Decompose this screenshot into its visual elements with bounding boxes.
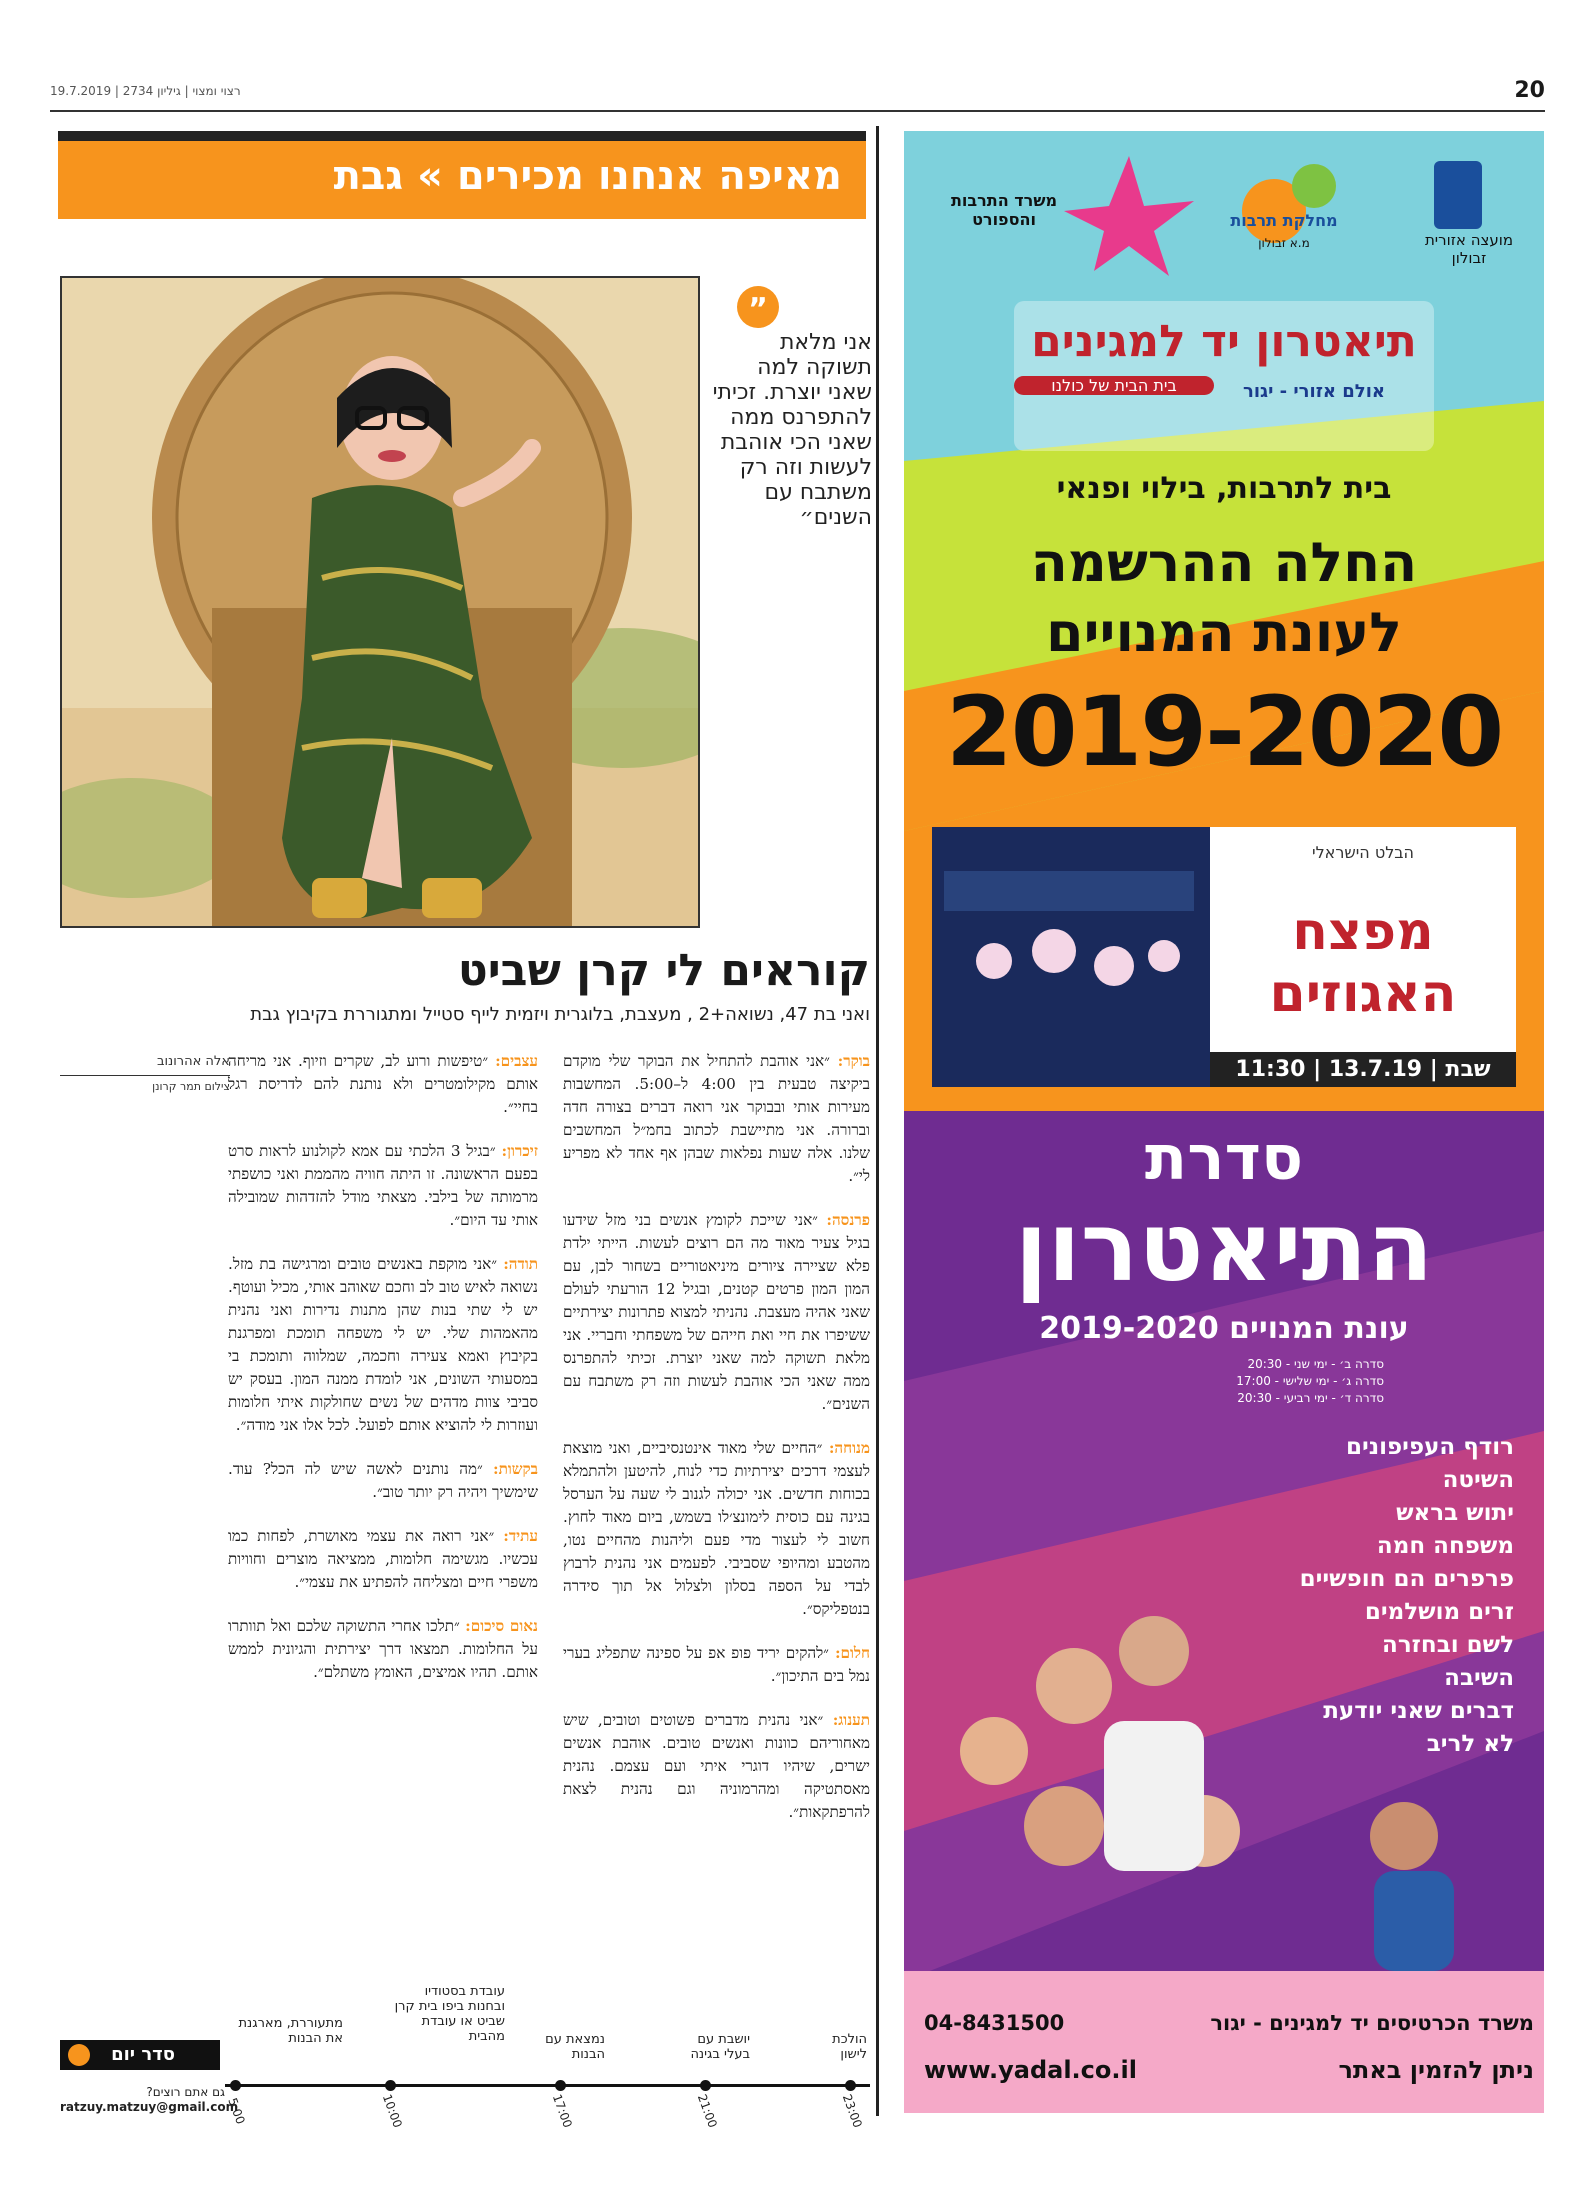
ballet-company: הבלט הישראלי <box>1311 843 1415 862</box>
timeline-tick <box>700 2080 711 2091</box>
quote-icon: ” <box>737 286 779 328</box>
season-years: 2019-2020 <box>945 676 1503 788</box>
article-paragraph: בקשות: ״מה נותנים לאשה שיש לה הכל? עוד. שימשיך ויהיה רק יותר טוב״. <box>228 1460 538 1501</box>
series-time: סדרה ד׳ - ימי רביעי - 20:30 <box>1237 1391 1384 1405</box>
paper-info: רצוי ומצוי | גיליון 2734 | 19.7.2019 <box>50 84 241 98</box>
section-banner <box>58 131 866 219</box>
paragraph-keyword: מנוחה: <box>828 1439 870 1457</box>
series-times <box>1134 1356 1384 1407</box>
show-item: לשם ובחזרה <box>1382 1632 1514 1658</box>
series-title-2: התיאטרון <box>1014 1191 1434 1303</box>
portrait-photo <box>60 276 700 928</box>
article-column-right <box>563 1050 870 1845</box>
schedule-title: סדר יום <box>111 2044 175 2065</box>
paragraph-keyword: בקשות: <box>493 1460 538 1478</box>
website-link[interactable]: www.yadal.co.il <box>924 2056 1137 2084</box>
ballet-show-title: מפצח האגוזים <box>1269 902 1457 1024</box>
registration-line-1: החלה ההרשמה <box>1030 531 1418 594</box>
schedule-item-time: 23:00 <box>839 2092 865 2130</box>
order-online: ניתן להזמין באתר <box>1338 2056 1534 2084</box>
page-header <box>50 70 1545 112</box>
section-title: מאיפה אנחנו מכירים » גבת <box>333 153 842 199</box>
schedule-item-time: 21:00 <box>694 2092 720 2130</box>
article-paragraph: תודה: ״אני מוקפת באנשים טובים ומרגישה בת מזל. נשואה לאיש טוב לב וחכם שאוהב אותי, מכיל ועוטף. יש לי שתי בנות שהן מתנות נדירות ואני נהנית מהאמהות שלי. יש לי משפחה תומכת ומפרגנת בקיבוץ ואמא צעירה וחכמה, שמלווה ותומכת בי במסעותי השונים, אני לומדת ממנה המון. בעסק יש סביבי צוות מדהים של נשים שחולקות איתי חלומות ועוזרות לי להוציא אותם לפועל. לכל אלו אני מודה״. <box>228 1255 538 1434</box>
theater-name: תיאטרון יד למגינים <box>1031 316 1417 367</box>
council-logo <box>1434 161 1482 229</box>
tagline: בית לתרבות, בילוי ופנאי <box>1056 471 1392 506</box>
photo-credit: צילום תמר קרונן <box>60 1075 230 1093</box>
paragraph-keyword: תענוג: <box>832 1711 870 1729</box>
paragraph-keyword: נאום סיכום: <box>465 1617 538 1635</box>
article-column-left <box>228 1050 538 1705</box>
culture-dept-sub: מ.א זבולון <box>1258 236 1310 250</box>
article-paragraph: חלום: ״להקים יריד פופ אפ על ספינה שתפליג בערי נמל בים התיכון״. <box>563 1644 870 1685</box>
series-title-1: סדרת <box>1144 1121 1304 1194</box>
article-paragraph: מנוחה: ״החיים שלי מאוד אינטנסיביים, ואני מוצאת לעצמי דרכים יצירתיות כדי לנוח, להיטען ולהתמלא בכוחות חדשים. אני יכולה לגנוב לי שעה על הערסל בגינה עם כוסית לימונצ׳לו בשמש, ביום מאוד לחוץ. חשוב לי לעצור מדי פעם וליהנות מהחיים נטו, מהטבע ומהיופי שסביבי. לפעמים אני נהנית לרבוץ לבדי על הספה בסלון ולצלול אל תוך סידרה בנטפליקס״. <box>563 1439 870 1618</box>
show-item: השיבה <box>1444 1665 1514 1691</box>
series-subtitle: עונת המנויים 2019-2020 <box>1039 1311 1409 1346</box>
schedule-item-label: הולכת לישון <box>832 2032 867 2062</box>
schedule-item-label: נמצאת עם הבנות <box>545 2032 605 2062</box>
council-name: מועצה אזורית זבולון <box>1424 231 1514 267</box>
article-paragraph: עצבים: ״טיפשות ורוע לב, שקרים וזיוף. אני מריחה אותם מקילומטרים ולא נותנת להם לדריסת רגל בחיי״. <box>228 1052 538 1116</box>
show-item: לא לריב <box>1426 1731 1514 1757</box>
article-subhead: ואני בת 47, נשואה+2 , מעצבת, בלוגרית ויזמית לייף סטייל ומתגוררת בקיבוץ גבת <box>250 1004 870 1025</box>
show-item: זרים מושלמים <box>1364 1599 1514 1625</box>
show-item: יתוש בראש <box>1396 1500 1514 1526</box>
schedule-item-time: 10:00 <box>379 2092 405 2130</box>
show-item: השיטה <box>1442 1467 1514 1493</box>
schedule-title-bar <box>60 2040 220 2070</box>
author-name: אלה אהרונוב <box>156 1054 230 1069</box>
box-office-phone[interactable]: 04-8431500 <box>924 2011 1065 2035</box>
show-item: משפחה חמה <box>1376 1533 1514 1559</box>
contact-question: גם אתם רוצים? <box>146 2085 225 2099</box>
show-item: דברים שאני יודעת <box>1323 1698 1514 1724</box>
schedule-item-time: 5:00 <box>225 2095 248 2127</box>
article-paragraph: עתיד: ״אני רואה את עצמי מאושרת, לפחות כמו עכשיו. מגשימה חלומות, ממציאה מוצרים וחוויות משפרי חיים ומצליחה להפתיע את עצמי״. <box>228 1527 538 1591</box>
paragraph-keyword: תודה: <box>503 1255 538 1273</box>
theater-tag: בית הבית של כולנו <box>1014 376 1214 395</box>
paragraph-keyword: בוקר: <box>837 1052 870 1070</box>
article-paragraph: תענוג: ״אני נהנית מדברים פשוטים וטובים, שיש מאחוריהם כוונות ואנשים טובים. אוהבת אנשים ישרים, שיהיו דוגרי איתי ועם עצמם. נהנית מאסתטיקה ומהרמוניה וגם נהנית לצאת להרפתקאות״. <box>563 1711 870 1821</box>
schedule-item-time: 17:00 <box>549 2092 575 2130</box>
box-office: משרד הכרטיסים יד למגינים - יגור <box>1210 2011 1534 2035</box>
pull-quote: אני מלאת תשוקה למה שאני יוצרת. זכיתי להתפרנס ממה שאני הכי אוהבת לעשות וזה רק משתבח עם השנים״ <box>712 330 872 530</box>
culture-dept: מחלקת תרבות <box>1230 211 1338 230</box>
credits <box>60 1054 230 1093</box>
portrait-illustration <box>62 278 700 928</box>
contact-email[interactable]: ratzuy.matzuy@gmail.com <box>60 2100 239 2114</box>
series-time: סדרה ב׳ - ימי שני - 20:30 <box>1247 1357 1384 1371</box>
ministry-name: משרד התרבות והספורט <box>950 191 1058 229</box>
paragraph-keyword: עצבים: <box>495 1052 538 1070</box>
timeline-tick <box>845 2080 856 2091</box>
series-time: סדרה ג׳ - ימי שלישי - 17:00 <box>1236 1374 1384 1388</box>
show-item: פרפרים הם חופשיים <box>1299 1566 1514 1592</box>
paragraph-keyword: זיכרון: <box>501 1142 538 1160</box>
schedule-item-label: עובדת בסטודיו ובחנות ביפו בית קרן שביט או עובדת מהבית <box>394 1984 505 2044</box>
article-paragraph: נאום סיכום: ״תלכו אחרי התשוקה שלכם ואל תוותרו על החלומות. תמצאו דרך יצירתית והגיונית לממש אותם. תהיו אמיצים, האומץ משתלם״. <box>228 1617 538 1681</box>
reader-contact <box>60 2085 239 2115</box>
show-list <box>1194 1431 1514 1761</box>
article-paragraph: זיכרון: ״בגיל 3 הלכתי עם אמא לקולנוע לראות סרט בפעם הראשונה. זו היתה חוויה מהממת ואני כושפתי מרמותה של בילבי. מצאתי מודל להזדהות שמובילה אותי עד היום״. <box>228 1142 538 1229</box>
timeline-tick <box>230 2080 241 2091</box>
article-paragraph: בוקר: ״אני אוהבת להתחיל את הבוקר שלי מוקדם ביקיצה טבעית בין 4:00 ל–5:00. המחשבות מעירות אותי ובבוקר אני רואה דברים בצורה חדה וברורה. אני מתיישבת לכתוב בחמ״ל המחשבים שלנו. אלה שעות נפלאות שבהן אף אחד לא מפריע לי״. <box>563 1052 871 1185</box>
column-divider <box>876 126 879 2116</box>
schedule-item-label: יושבת עם בעלי בגינה <box>690 2032 750 2062</box>
ballet-date: שבת | 13.7.19 | 11:30 <box>1235 1057 1491 1082</box>
theater-advertisement[interactable] <box>904 131 1544 2113</box>
timeline-tick <box>555 2080 566 2091</box>
paragraph-keyword: חלום: <box>834 1644 870 1662</box>
schedule-timeline <box>225 1984 870 2130</box>
show-item: רודף העפיפונים <box>1345 1434 1514 1460</box>
paragraph-keyword: פרנסה: <box>826 1211 870 1229</box>
schedule-item-label: מתעוררת, מארגנת את הבנות <box>238 2016 343 2046</box>
hall-name: אולם אזורי - יגור <box>1243 381 1385 402</box>
article-headline: קוראים לי קרן שביט <box>457 945 870 996</box>
article-paragraph: פרנסה: ״אני שייכת לקומץ אנשים בני מזל שידעו בגיל צעיר מאוד מה הם רוצים לעשות. הייתי ילדת פלא שציירה ציורים מיניאטוריים בשחור לבן, עם המון המון פרטים קטנים, ובגיל 12 הורעתי לעולם שאני אהיה מעצבת. נהניתי למצוא פתרונות יצירתיים ששיפרו את חיי ואת חייהם של משפחתי וחבריי. אני מלאת תשוקה למה שאני יוצרת. זכיתי להתפרנס ממה שאני הכי אוהבת לעשות וזה רק משתבח עם השנים״. <box>563 1211 871 1413</box>
paragraph-keyword: עתיד: <box>503 1527 538 1545</box>
clock-icon <box>68 2044 90 2066</box>
page-number: 20 <box>1514 78 1545 103</box>
timeline-tick <box>385 2080 396 2091</box>
registration-line-2: לעונת המנויים <box>1046 601 1402 664</box>
